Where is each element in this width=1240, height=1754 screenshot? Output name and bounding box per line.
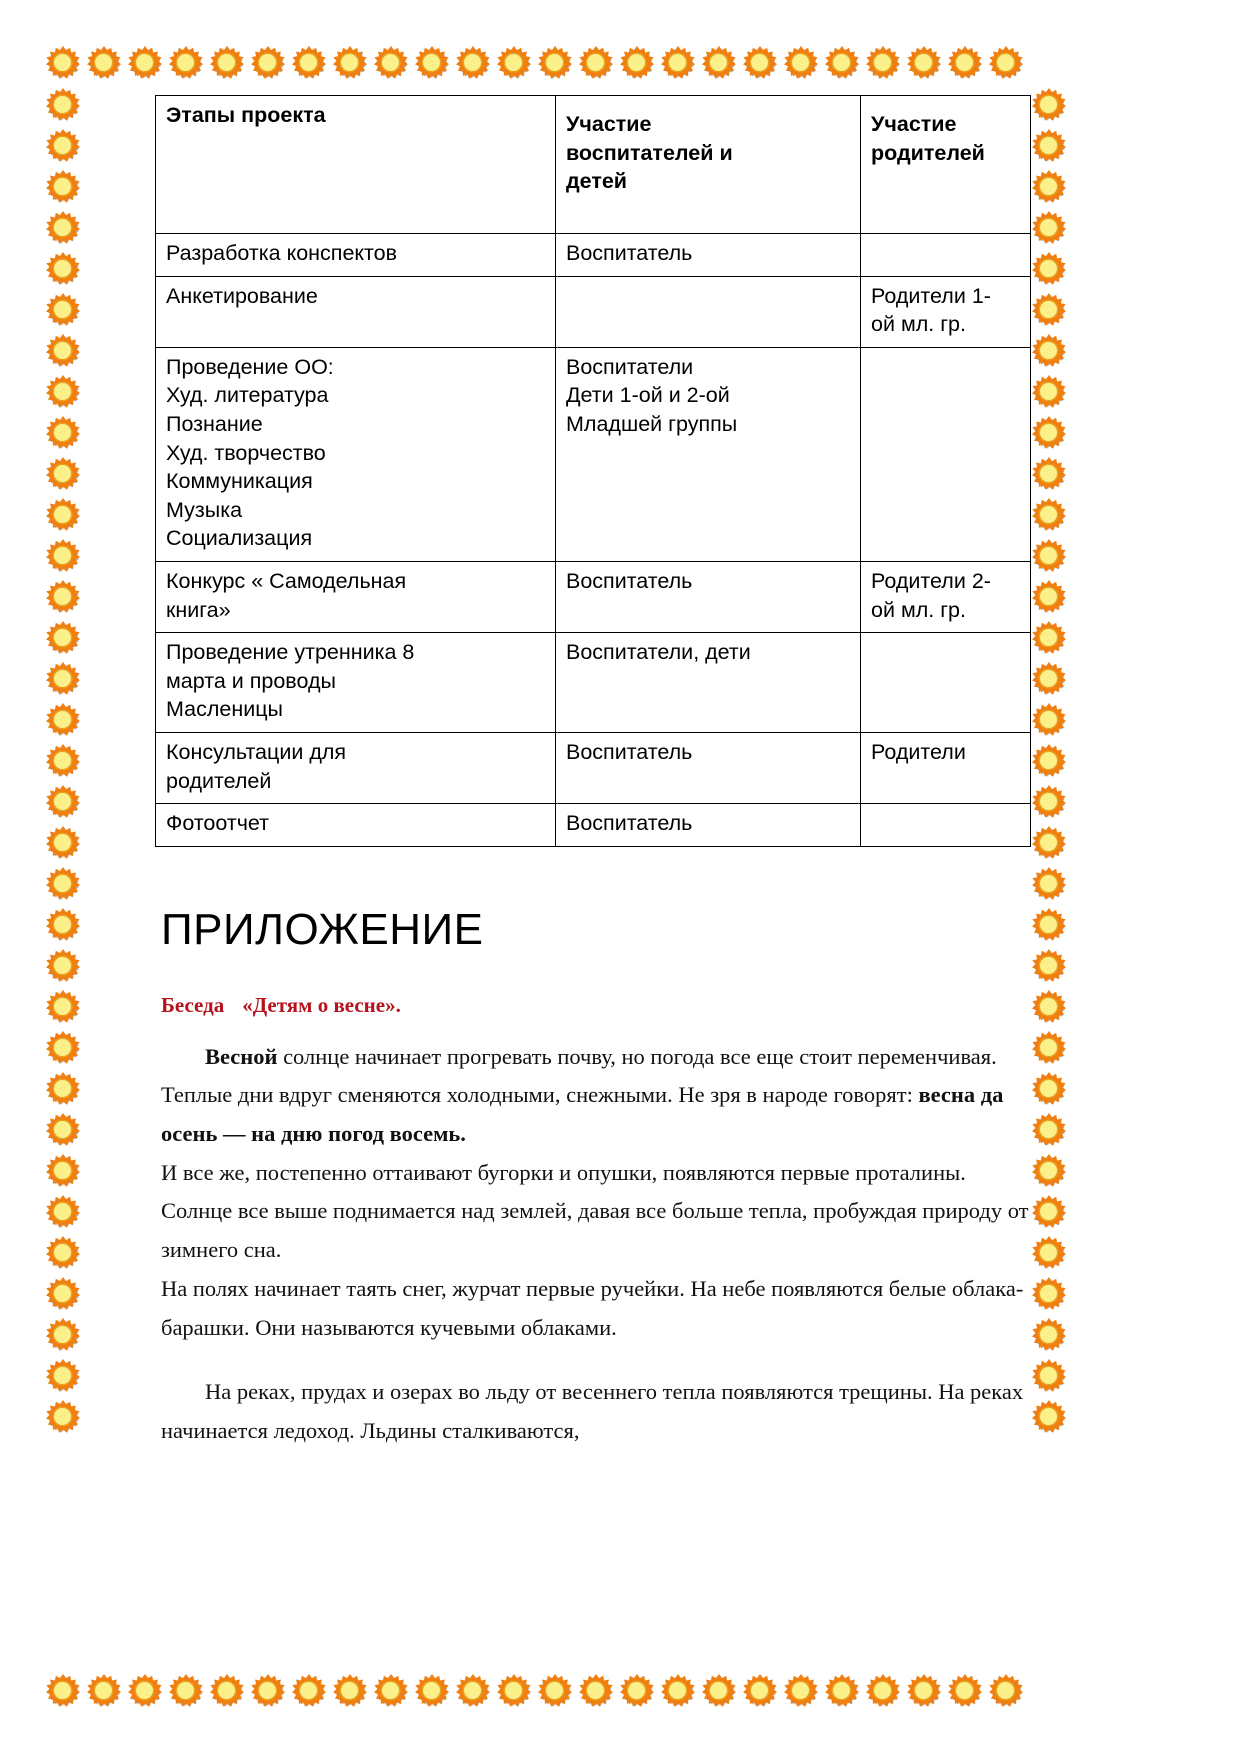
sun-icon bbox=[44, 619, 85, 660]
cell-lines bbox=[871, 638, 1022, 667]
sun-icon bbox=[331, 1672, 372, 1713]
table-row bbox=[156, 234, 1031, 277]
sun-icon bbox=[44, 742, 85, 783]
sun-icon bbox=[1030, 988, 1071, 1029]
cell-parents bbox=[861, 561, 1031, 632]
sun-icon bbox=[1030, 1234, 1071, 1275]
cell-line: Дети 1-ой и 2-ой bbox=[566, 383, 730, 408]
sun-icon bbox=[413, 1672, 454, 1713]
sun-icon bbox=[577, 1672, 618, 1713]
sun-icon bbox=[1030, 1111, 1071, 1152]
sun-icon bbox=[44, 1275, 85, 1316]
cell-parents bbox=[861, 347, 1031, 561]
sun-icon bbox=[1030, 332, 1071, 373]
sun-icon bbox=[1030, 783, 1071, 824]
sun-icon bbox=[1030, 947, 1071, 988]
sun-icon bbox=[85, 44, 126, 85]
header-line: детей bbox=[566, 169, 628, 194]
sun-icon bbox=[44, 455, 85, 496]
cell-lines bbox=[566, 567, 852, 596]
sun-icon bbox=[1030, 537, 1071, 578]
talk-label: Беседа bbox=[161, 992, 225, 1017]
table-body bbox=[156, 234, 1031, 847]
sun-border-top bbox=[44, 44, 1028, 85]
cell-line: Разработка конспектов bbox=[166, 241, 398, 265]
cell-teachers bbox=[556, 732, 861, 803]
sun-icon bbox=[44, 1672, 85, 1713]
sun-icon bbox=[1030, 1316, 1071, 1357]
header-lines-stages bbox=[166, 101, 547, 130]
cell-line: Воспитатель bbox=[566, 241, 693, 265]
cell-stage bbox=[156, 276, 556, 347]
cell-parents bbox=[861, 804, 1031, 847]
cell-lines bbox=[871, 353, 1022, 382]
cell-line: Фотоотчет bbox=[166, 811, 270, 836]
sun-icon bbox=[1030, 86, 1071, 127]
cell-line: Музыка bbox=[166, 497, 243, 522]
sun-icon bbox=[372, 1672, 413, 1713]
paragraph-4: На реках, прудах и озерах во льду от весеннего тепла появляются трещины. На реках начинается ледоход. Льдины сталкиваются, bbox=[161, 1379, 1024, 1443]
sun-icon bbox=[577, 44, 618, 85]
cell-lines bbox=[166, 239, 547, 268]
bold-saying: весна да осень — на дню погод восемь. bbox=[161, 1082, 1004, 1147]
cell-stage bbox=[156, 347, 556, 561]
paragraph-1-rest: солнце начинает прогревать почву, но погода все еще стоит переменчивая. Теплые дни вдруг сменяются холодными, снежными. Не зря в народе говорят: bbox=[161, 1043, 997, 1108]
sun-icon bbox=[208, 44, 249, 85]
sun-icon bbox=[905, 1672, 946, 1713]
sun-icon bbox=[44, 783, 85, 824]
sun-icon bbox=[44, 414, 85, 455]
cell-lines bbox=[166, 567, 547, 624]
sun-icon bbox=[126, 44, 167, 85]
cell-line: Младшей группы bbox=[566, 411, 738, 436]
sun-icon bbox=[741, 44, 782, 85]
header-line: родителей bbox=[871, 140, 985, 165]
cell-line: Проведение утренника 8 bbox=[166, 640, 415, 665]
sun-icon bbox=[782, 1672, 823, 1713]
cell-line: Конкурс « Самодельная bbox=[166, 568, 407, 593]
sun-icon bbox=[495, 1672, 536, 1713]
cell-line: Родители bbox=[871, 739, 966, 764]
cell-lines bbox=[166, 738, 547, 795]
sun-icon bbox=[782, 44, 823, 85]
sun-icon bbox=[1030, 250, 1071, 291]
sun-icon bbox=[126, 1672, 167, 1713]
cell-teachers bbox=[556, 633, 861, 733]
cell-stage bbox=[156, 561, 556, 632]
sun-icon bbox=[987, 44, 1028, 85]
sun-icon bbox=[1030, 209, 1071, 250]
sun-icon bbox=[44, 168, 85, 209]
sun-icon bbox=[44, 578, 85, 619]
sun-icon bbox=[1030, 1357, 1071, 1398]
cell-stage bbox=[156, 732, 556, 803]
talk-name: «Детям о весне». bbox=[242, 992, 401, 1017]
header-lines-parents bbox=[871, 110, 1022, 167]
sun-icon bbox=[823, 1672, 864, 1713]
cell-parents bbox=[861, 633, 1031, 733]
cell-line: Проведение ОО: bbox=[166, 354, 334, 379]
cell-line: Родители 1- bbox=[871, 283, 991, 308]
sun-icon bbox=[1030, 1398, 1071, 1439]
sun-icon bbox=[44, 209, 85, 250]
cell-line: Коммуникация bbox=[166, 469, 313, 494]
table-header-row bbox=[156, 96, 1031, 234]
sun-icon bbox=[167, 44, 208, 85]
sun-icon bbox=[1030, 291, 1071, 332]
sun-icon bbox=[44, 373, 85, 414]
sun-icon bbox=[290, 44, 331, 85]
cell-lines bbox=[166, 353, 547, 553]
sun-icon bbox=[44, 1316, 85, 1357]
sun-icon bbox=[987, 1672, 1028, 1713]
sun-icon bbox=[290, 1672, 331, 1713]
sun-icon bbox=[1030, 455, 1071, 496]
sun-icon bbox=[44, 1357, 85, 1398]
sun-icon bbox=[44, 1152, 85, 1193]
cell-line-empty bbox=[871, 638, 1022, 667]
cell-line: ой мл. гр. bbox=[871, 312, 966, 337]
sun-icon bbox=[1030, 1193, 1071, 1234]
page-title: ПРИЛОЖЕНИЕ bbox=[161, 904, 484, 954]
paragraph-spacer bbox=[161, 1347, 1030, 1373]
sun-icon bbox=[495, 44, 536, 85]
sun-icon bbox=[1030, 1275, 1071, 1316]
cell-lines bbox=[871, 809, 1022, 838]
cell-line-empty bbox=[566, 282, 852, 311]
sun-icon bbox=[331, 44, 372, 85]
cell-stage bbox=[156, 804, 556, 847]
cell-line: Социализация bbox=[166, 526, 313, 551]
sun-icon bbox=[864, 1672, 905, 1713]
sun-icon bbox=[700, 44, 741, 85]
column-header-parents bbox=[861, 96, 1031, 234]
sun-icon bbox=[1030, 906, 1071, 947]
cell-teachers bbox=[556, 276, 861, 347]
sun-icon bbox=[536, 1672, 577, 1713]
sun-icon bbox=[44, 127, 85, 168]
cell-line: родителей bbox=[166, 768, 272, 793]
table-row bbox=[156, 732, 1031, 803]
sun-icon bbox=[44, 1193, 85, 1234]
header-lines-teachers bbox=[566, 110, 852, 196]
sun-icon bbox=[1030, 414, 1071, 455]
sun-icon bbox=[44, 86, 85, 127]
cell-lines bbox=[566, 282, 852, 311]
sun-icon bbox=[454, 1672, 495, 1713]
paragraph-1 bbox=[161, 1038, 1030, 1154]
sun-icon bbox=[44, 332, 85, 373]
cell-line: Познание bbox=[166, 411, 263, 436]
sun-icon bbox=[1030, 824, 1071, 865]
sun-icon bbox=[823, 44, 864, 85]
project-stages-table bbox=[155, 95, 1031, 847]
table-row bbox=[156, 347, 1031, 561]
column-header-teachers bbox=[556, 96, 861, 234]
sun-icon bbox=[659, 44, 700, 85]
cell-lines bbox=[566, 738, 852, 767]
talk-subheading bbox=[161, 993, 1030, 1018]
cell-teachers bbox=[556, 804, 861, 847]
sun-icon bbox=[44, 660, 85, 701]
table-row bbox=[156, 561, 1031, 632]
sun-icon bbox=[618, 1672, 659, 1713]
header-line: воспитателей и bbox=[566, 140, 733, 165]
sun-icon bbox=[1030, 373, 1071, 414]
cell-line: марта и проводы bbox=[166, 668, 336, 693]
cell-line-empty bbox=[871, 239, 1022, 268]
sun-icon bbox=[1030, 168, 1071, 209]
sun-icon bbox=[44, 1234, 85, 1275]
sun-icon bbox=[372, 44, 413, 85]
table-row bbox=[156, 633, 1031, 733]
cell-line: книга» bbox=[166, 597, 231, 622]
cell-line: Воспитатель bbox=[566, 568, 693, 593]
sun-icon bbox=[1030, 1070, 1071, 1111]
sun-icon bbox=[413, 44, 454, 85]
sun-icon bbox=[1030, 865, 1071, 906]
cell-line: Родители 2- bbox=[871, 568, 991, 593]
column-header-stages bbox=[156, 96, 556, 234]
sun-icon bbox=[44, 1029, 85, 1070]
cell-teachers bbox=[556, 561, 861, 632]
cell-line: Воспитатели bbox=[566, 354, 694, 379]
sun-border-right bbox=[1030, 86, 1071, 1439]
table-row bbox=[156, 276, 1031, 347]
sun-icon bbox=[1030, 742, 1071, 783]
sun-icon bbox=[44, 988, 85, 1029]
sun-icon bbox=[167, 1672, 208, 1713]
cell-line: Худ. литература bbox=[166, 383, 329, 408]
cell-line: Воспитатель bbox=[566, 739, 693, 764]
cell-lines bbox=[871, 567, 1022, 624]
cell-line: Воспитатели, дети bbox=[566, 640, 751, 665]
sun-icon bbox=[659, 1672, 700, 1713]
header-line: Этапы проекта bbox=[166, 103, 326, 127]
sun-icon bbox=[44, 824, 85, 865]
sun-border-left bbox=[44, 86, 85, 1439]
document-body bbox=[155, 95, 1030, 1451]
sun-icon bbox=[44, 865, 85, 906]
paragraph-3: На полях начинает таять снег, журчат первые ручейки. На небе появляются белые облака-барашки. Они называются кучевыми облаками. bbox=[161, 1275, 1024, 1340]
table-row bbox=[156, 804, 1031, 847]
sun-icon bbox=[1030, 619, 1071, 660]
cell-teachers bbox=[556, 347, 861, 561]
cell-lines bbox=[566, 239, 852, 268]
article-text bbox=[161, 1038, 1030, 1451]
cell-lines bbox=[871, 738, 1022, 767]
sun-icon bbox=[1030, 496, 1071, 537]
cell-parents bbox=[861, 732, 1031, 803]
sun-icon bbox=[1030, 1152, 1071, 1193]
sun-icon bbox=[864, 44, 905, 85]
cell-parents bbox=[861, 234, 1031, 277]
cell-line: Воспитатель bbox=[566, 811, 693, 836]
cell-lines bbox=[566, 353, 852, 439]
cell-parents bbox=[861, 276, 1031, 347]
sun-icon bbox=[85, 1672, 126, 1713]
sun-icon bbox=[249, 1672, 290, 1713]
sun-icon bbox=[44, 44, 85, 85]
sun-border-bottom bbox=[44, 1672, 1028, 1713]
cell-lines bbox=[166, 638, 547, 724]
sun-icon bbox=[946, 44, 987, 85]
sun-icon bbox=[1030, 660, 1071, 701]
header-line: Участие bbox=[871, 112, 957, 136]
sun-icon bbox=[44, 947, 85, 988]
sun-icon bbox=[44, 291, 85, 332]
sun-icon bbox=[44, 496, 85, 537]
sun-icon bbox=[44, 906, 85, 947]
cell-lines bbox=[566, 638, 852, 667]
cell-lines bbox=[871, 282, 1022, 339]
cell-line: Худ. творчество bbox=[166, 440, 326, 465]
sun-icon bbox=[905, 44, 946, 85]
paragraph-2: И все же, постепенно оттаивают бугорки и опушки, появляются первые проталины. Солнце все выше поднимается над землей, давая все больше тепла, пробуждая природу от зимнего сна. bbox=[161, 1159, 1029, 1263]
sun-icon bbox=[44, 250, 85, 291]
header-line: Участие bbox=[566, 112, 652, 136]
sun-icon bbox=[1030, 578, 1071, 619]
sun-icon bbox=[1030, 1029, 1071, 1070]
sun-icon bbox=[741, 1672, 782, 1713]
cell-lines bbox=[566, 809, 852, 838]
sun-icon bbox=[618, 44, 659, 85]
sun-icon bbox=[1030, 127, 1071, 168]
cell-line: Масленицы bbox=[166, 697, 284, 722]
sun-icon bbox=[44, 1111, 85, 1152]
sun-icon bbox=[208, 1672, 249, 1713]
sun-icon bbox=[1030, 701, 1071, 742]
sun-icon bbox=[454, 44, 495, 85]
cell-stage bbox=[156, 234, 556, 277]
cell-line: Консультации для bbox=[166, 739, 347, 764]
sun-icon bbox=[946, 1672, 987, 1713]
cell-line: ой мл. гр. bbox=[871, 597, 966, 622]
cell-lines bbox=[166, 282, 547, 311]
sun-icon bbox=[700, 1672, 741, 1713]
cell-line-empty bbox=[871, 809, 1022, 838]
sun-icon bbox=[44, 537, 85, 578]
cell-lines bbox=[166, 809, 547, 838]
sun-icon bbox=[44, 1070, 85, 1111]
cell-line: Анкетирование bbox=[166, 283, 318, 308]
sun-icon bbox=[44, 701, 85, 742]
cell-teachers bbox=[556, 234, 861, 277]
sun-icon bbox=[44, 1398, 85, 1439]
sun-icon bbox=[249, 44, 290, 85]
cell-stage bbox=[156, 633, 556, 733]
sun-icon bbox=[536, 44, 577, 85]
bold-lead: Весной bbox=[205, 1043, 278, 1069]
cell-line-empty bbox=[871, 353, 1022, 382]
cell-lines bbox=[871, 239, 1022, 268]
